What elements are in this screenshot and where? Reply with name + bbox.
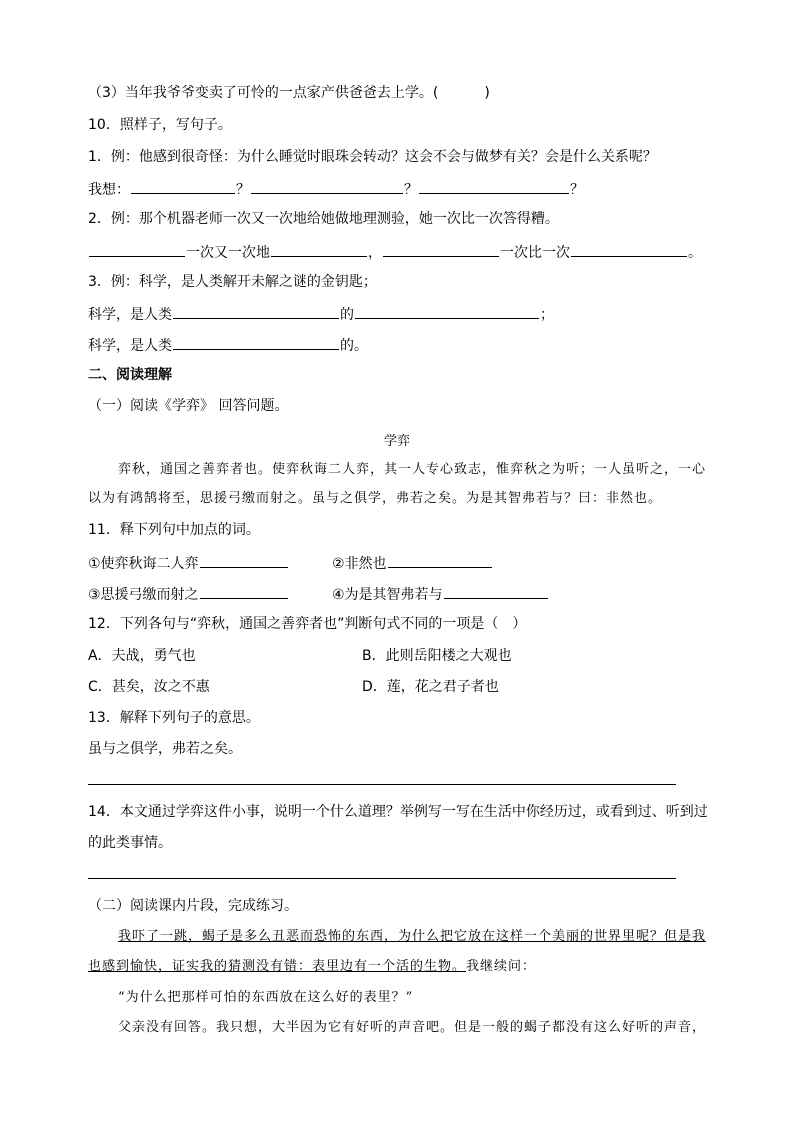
passage-line-1: 弈秋，通国之善弈者也。使弈秋诲二人弈，其一人专心致志，惟弈秋之为听；一人虽听之，一心 xyxy=(118,462,707,477)
answer-blank[interactable] xyxy=(131,179,235,194)
question-mark: ？ xyxy=(236,182,250,198)
q12-option-b[interactable]: B．此则岳阳楼之大观也 xyxy=(362,648,512,664)
q10-1-example: 1．例：他感到很奇怪：为什么睡觉时眼珠会转动？这会不会与做梦有关？会是什么关系呢？ xyxy=(88,149,657,165)
q11-item-1: ①使弈秋诲二人弈 xyxy=(88,556,199,572)
q10-1-prefix: 我想： xyxy=(88,182,130,198)
q11-row-1 xyxy=(88,553,289,573)
answer-blank[interactable] xyxy=(355,304,539,319)
q10-title: 10．照样子，写句子。 xyxy=(88,117,232,133)
passage2-line-3: “为什么把那样可怕的东西放在这么好的表里？” xyxy=(118,990,414,1005)
q12-title: 12．下列各句与“弈秋，通国之善弈者也”判断句式不同的一项是（ ） xyxy=(88,616,527,632)
q10-2-phrase-a: 一次又一次地 xyxy=(186,245,270,261)
answer-blank[interactable] xyxy=(419,179,569,194)
q14-line-2: 的此类事情。 xyxy=(88,835,172,851)
passage-title: 学弈 xyxy=(383,434,410,449)
semicolon: ； xyxy=(540,307,554,323)
q12-option-d[interactable]: D．莲，花之君子者也 xyxy=(362,679,499,695)
q10-2-example: 2．例：那个机器老师一次又一次地给她做地理测验，她一次比一次答得糟。 xyxy=(88,211,559,227)
q10-3-prefix: 科学，是人类 xyxy=(88,338,172,354)
q13-title: 13．解释下列句子的意思。 xyxy=(88,710,260,726)
q13-sentence: 虽与之俱学，弗若之矣。 xyxy=(88,741,242,757)
question-3-close: ) xyxy=(484,85,490,101)
answer-blank[interactable] xyxy=(444,584,548,599)
answer-blank[interactable] xyxy=(251,179,403,194)
q11-item-2: ②非然也 xyxy=(332,556,387,572)
q10-1-answer-line xyxy=(88,179,584,199)
q10-3-answer-line-1 xyxy=(88,304,554,324)
q12-option-c[interactable]: C．甚矣，汝之不惠 xyxy=(88,679,210,695)
answer-blank[interactable] xyxy=(383,242,499,257)
answer-blank[interactable] xyxy=(200,553,288,568)
part-1-intro: （一）阅读《学弈》 回答问题。 xyxy=(88,398,289,414)
q11-item-4: ④为是其智弗若与 xyxy=(332,587,443,603)
q14-answer-line[interactable] xyxy=(88,878,676,879)
q11-item-3: ③思援弓缴而射之 xyxy=(88,587,199,603)
q10-2-phrase-b: 一次比一次 xyxy=(500,245,570,261)
passage2-line-1: 我吓了一跳，蝎子是多么丑恶而恐怖的东西，为什么把它放在这样一个美丽的世界里呢？但是我 xyxy=(118,929,707,944)
part-2-intro: （二）阅读课内片段，完成练习。 xyxy=(88,898,298,914)
q10-3-de: 的 xyxy=(340,307,354,323)
answer-blank[interactable] xyxy=(271,242,367,257)
q10-3-prefix: 科学，是人类 xyxy=(88,307,172,323)
q12-option-a[interactable]: A．夫战，勇气也 xyxy=(88,648,196,664)
question-mark: ？ xyxy=(404,182,418,198)
passage2-line-2 xyxy=(88,958,536,976)
passage-line-2: 以为有鸿鹄将至，思援弓缴而射之。虽与之俱学，弗若之矣。为是其智弗若与？曰：非然也。 xyxy=(88,491,663,506)
q10-2-answer-line xyxy=(88,242,702,262)
q13-answer-line[interactable] xyxy=(88,784,676,785)
q10-3-end: 的。 xyxy=(340,338,368,354)
q11-row-2 xyxy=(88,584,289,604)
comma: ， xyxy=(368,245,382,261)
question-mark: ？ xyxy=(570,182,584,198)
q14-line-1: 14．本文通过学弈这件小事，说明一个什么道理？举例写一写在生活中你经历过，或看到过、听到过 xyxy=(88,804,708,820)
answer-blank[interactable] xyxy=(173,304,339,319)
answer-blank[interactable] xyxy=(571,242,687,257)
section-2-title: 二、阅读理解 xyxy=(88,367,172,383)
question-3-line xyxy=(88,84,490,102)
passage2-line-2-underlined: 也感到愉快，证实我的猜测没有错：表里边有一个活的生物。 xyxy=(88,959,467,974)
question-3-text: （3）当年我爷爷变卖了可怜的一点家产供爸爸去上学。( xyxy=(88,85,439,101)
answer-blank[interactable] xyxy=(89,242,185,257)
q10-3-example: 3．例：科学，是人类解开未解之谜的金钥匙； xyxy=(88,274,377,290)
q11-row-1b xyxy=(332,553,493,573)
q10-3-answer-line-2 xyxy=(88,335,368,355)
q11-row-2b xyxy=(332,584,549,604)
answer-blank[interactable] xyxy=(388,553,492,568)
passage2-line-2-tail: 我继续问： xyxy=(466,959,537,974)
period: 。 xyxy=(688,245,702,261)
passage2-line-4: 父亲没有回答。我只想，大半因为它有好听的声音吧。但是一般的蝎子都没有这么好听的声音， xyxy=(118,1020,707,1035)
q11-title: 11．释下列句中加点的词。 xyxy=(88,522,260,538)
answer-blank[interactable] xyxy=(200,584,288,599)
answer-blank[interactable] xyxy=(173,335,339,350)
